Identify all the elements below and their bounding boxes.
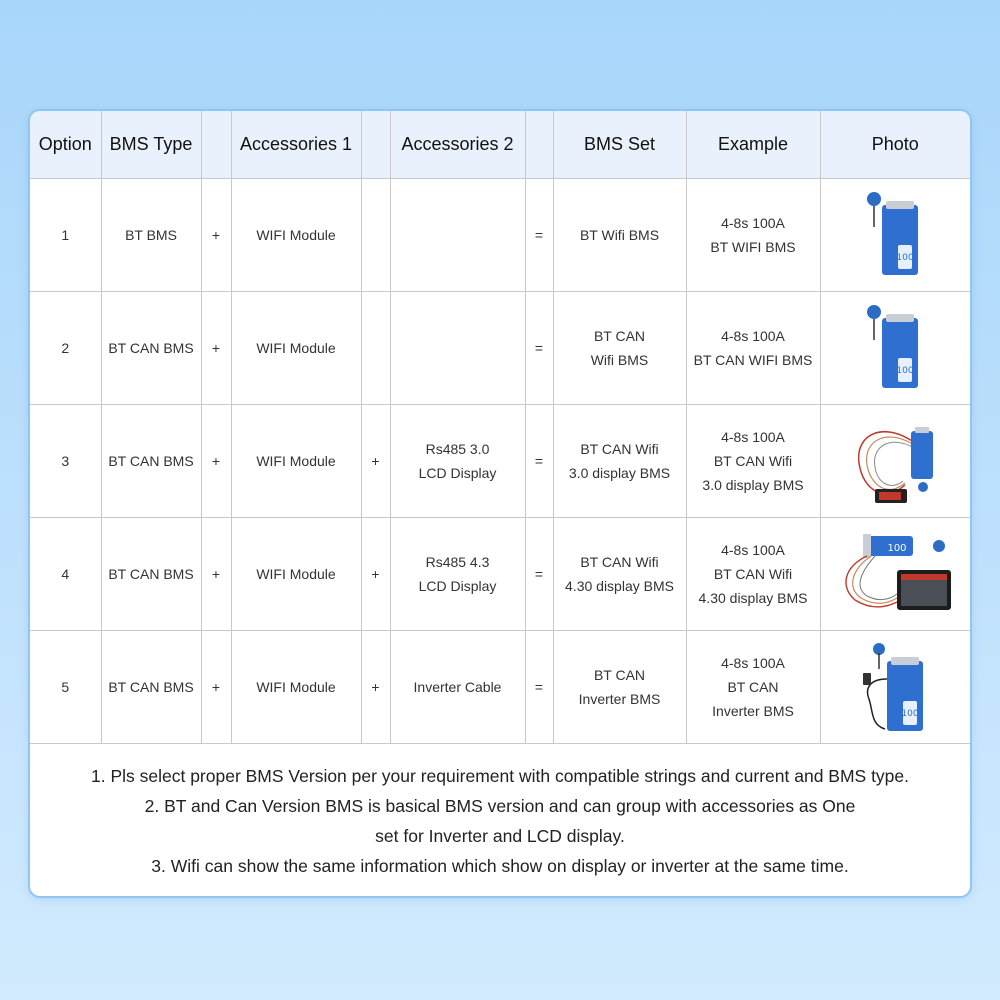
accessory-2: [390, 631, 525, 744]
header-bms-type: BMS Type: [101, 111, 201, 179]
plus-operator: +: [361, 518, 390, 631]
example-line: BT CAN WIFI BMS: [693, 352, 813, 368]
bms-set-line: BT CAN: [593, 328, 646, 344]
example-line: 4.30 display BMS: [698, 590, 808, 606]
note-3: 3. Wifi can show the same information which show on display or inverter at the same time.: [151, 856, 849, 876]
bms-set-line: BT Wifi BMS: [579, 227, 660, 243]
bms-3.0-display-photo: [820, 405, 970, 518]
accessory-2-line: Inverter Cable: [413, 679, 502, 695]
bms-logo-text: 100: [896, 253, 914, 263]
bms-inverter-kit-icon: [855, 639, 935, 735]
plus-operator: +: [361, 405, 390, 518]
bms-type: BT BMS: [101, 179, 201, 292]
accessory-1: WIFI Module: [231, 631, 361, 744]
accessory-2-line: LCD Display: [418, 465, 497, 481]
bms-set-line: 3.0 display BMS: [568, 465, 671, 481]
accessory-2: [390, 292, 525, 405]
example-line: 4-8s 100A: [721, 429, 785, 445]
header-bms-set: BMS Set: [553, 111, 686, 179]
option-number: 5: [30, 631, 101, 744]
table-row: [30, 631, 970, 744]
plus-operator: +: [201, 518, 231, 631]
accessory-1: WIFI Module: [231, 405, 361, 518]
header-accessories-1: Accessories 1: [231, 111, 361, 179]
option-number: 4: [30, 518, 101, 631]
note-2-line-1: 2. BT and Can Version BMS is basical BMS version and can group with accessories as One: [144, 796, 856, 816]
note-1: 1. Pls select proper BMS Version per your requirement with compatible strings and current and BMS type.: [90, 766, 910, 786]
bms-inverter-cable-photo: [820, 631, 970, 744]
equals-operator: =: [525, 631, 553, 744]
equals-operator: =: [525, 405, 553, 518]
plus-operator: [361, 292, 390, 405]
header-operator-3: [525, 111, 553, 179]
accessory-2-line: Rs485 3.0: [425, 441, 490, 457]
example-line: 4-8s 100A: [721, 215, 785, 231]
bms-options-table: [30, 111, 970, 744]
equals-operator: =: [525, 292, 553, 405]
option-number: 1: [30, 179, 101, 292]
example-line: BT CAN: [727, 679, 779, 695]
bms-logo-text: 100: [896, 366, 914, 376]
accessory-2-line: LCD Display: [418, 578, 497, 594]
bms-set: [553, 518, 686, 631]
accessory-1: WIFI Module: [231, 179, 361, 292]
bms-set-line: BT CAN Wifi: [580, 441, 659, 457]
bms-set: [553, 631, 686, 744]
table-row: [30, 518, 970, 631]
bms-set-line: 4.30 display BMS: [565, 578, 674, 594]
example-line: 4-8s 100A: [721, 542, 785, 558]
example-line: 4-8s 100A: [721, 655, 785, 671]
equals-operator: =: [525, 179, 553, 292]
example: [686, 179, 820, 292]
bms-set-line: BT CAN: [593, 667, 646, 683]
bms-type: BT CAN BMS: [101, 292, 201, 405]
accessory-1: WIFI Module: [231, 518, 361, 631]
plus-operator: +: [201, 405, 231, 518]
header-accessories-2: Accessories 2: [390, 111, 525, 179]
example-line: BT WIFI BMS: [710, 239, 796, 255]
example-line: 3.0 display BMS: [702, 477, 804, 493]
example-line: Inverter BMS: [712, 703, 794, 719]
bms-wifi-photo: [820, 179, 970, 292]
bms-type: BT CAN BMS: [101, 405, 201, 518]
table-row: [30, 292, 970, 405]
bms-set-line: Wifi BMS: [590, 352, 649, 368]
header-photo: Photo: [820, 111, 970, 179]
bms-display-kit-icon: [845, 413, 945, 509]
table-header-row: [30, 111, 970, 179]
bms-board-icon: [860, 187, 930, 283]
note-2-line-2: set for Inverter and LCD display.: [375, 826, 625, 846]
bms-set-line: BT CAN Wifi: [580, 554, 659, 570]
plus-operator: +: [201, 179, 231, 292]
example-line: BT CAN Wifi: [713, 453, 793, 469]
accessory-2-line: Rs485 4.3: [425, 554, 490, 570]
bms-set: [553, 179, 686, 292]
example-line: BT CAN Wifi: [713, 566, 793, 582]
accessory-2: [390, 179, 525, 292]
spec-card: [30, 111, 970, 896]
bms-set: [553, 292, 686, 405]
header-option: Option: [30, 111, 101, 179]
bms-display-kit-icon: [835, 526, 955, 622]
example: [686, 405, 820, 518]
example: [686, 292, 820, 405]
notes-section: [30, 761, 970, 881]
bms-logo-text: 100: [887, 543, 907, 554]
example: [686, 631, 820, 744]
bms-set: [553, 405, 686, 518]
table-row: [30, 405, 970, 518]
bms-4.3-display-photo: [820, 518, 970, 631]
header-example: Example: [686, 111, 820, 179]
plus-operator: +: [201, 292, 231, 405]
bms-type: BT CAN BMS: [101, 518, 201, 631]
plus-operator: +: [201, 631, 231, 744]
table-row: [30, 179, 970, 292]
header-operator-1: [201, 111, 231, 179]
equals-operator: =: [525, 518, 553, 631]
option-number: 2: [30, 292, 101, 405]
header-operator-2: [361, 111, 390, 179]
bms-type: BT CAN BMS: [101, 631, 201, 744]
bms-board-icon: [860, 300, 930, 396]
example-line: 4-8s 100A: [721, 328, 785, 344]
plus-operator: [361, 179, 390, 292]
option-number: 3: [30, 405, 101, 518]
example: [686, 518, 820, 631]
accessory-2: [390, 518, 525, 631]
accessory-2: [390, 405, 525, 518]
bms-set-line: Inverter BMS: [578, 691, 661, 707]
accessory-1: WIFI Module: [231, 292, 361, 405]
bms-logo-text: 100: [901, 709, 919, 719]
bms-can-wifi-photo: [820, 292, 970, 405]
plus-operator: +: [361, 631, 390, 744]
